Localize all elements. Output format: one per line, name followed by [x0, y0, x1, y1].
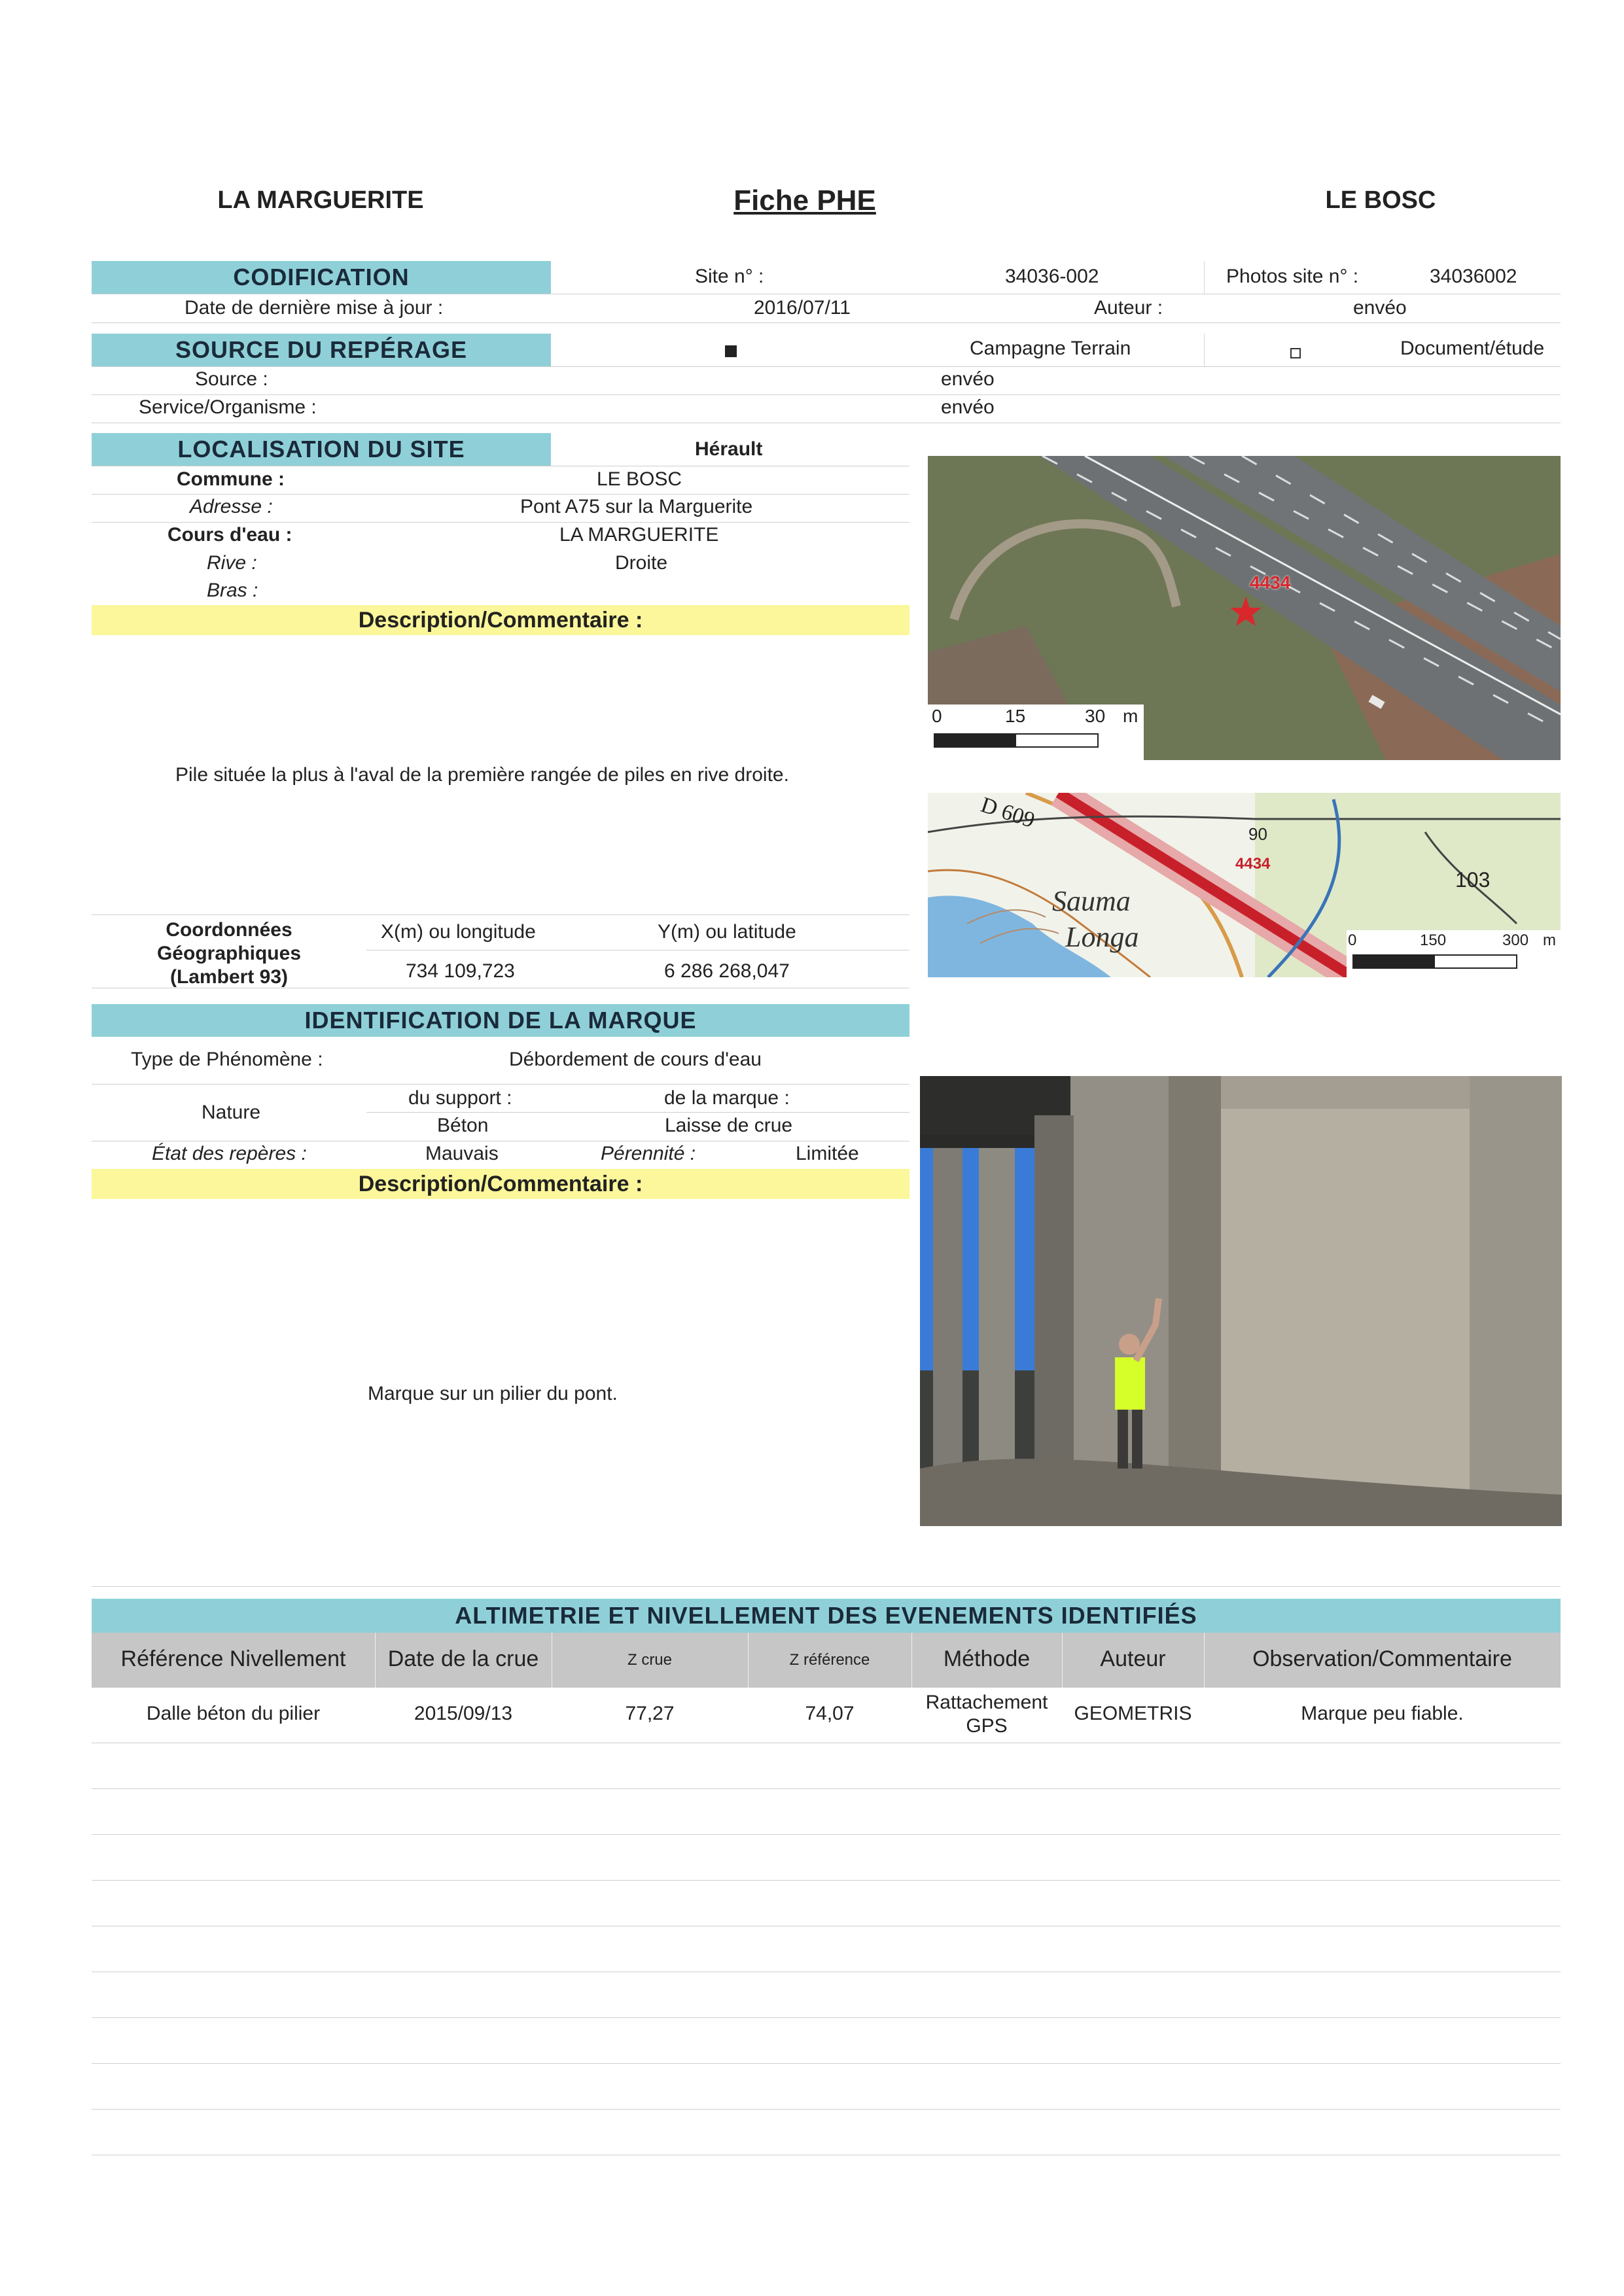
etat-reperes-value: Mauvais: [425, 1143, 499, 1164]
photos-site-value: 34036002: [1430, 266, 1517, 287]
adresse-value: Pont A75 sur la Marguerite: [520, 496, 753, 517]
update-date-label: Date de dernière mise à jour :: [185, 297, 444, 319]
identification-band: IDENTIFICATION DE LA MARQUE: [92, 1004, 909, 1037]
source-band: SOURCE DU REPÉRAGE: [92, 334, 551, 366]
aerial-scale-15: 15: [1005, 706, 1026, 726]
localisation-band: LOCALISATION DU SITE: [92, 433, 551, 466]
support-value: Béton: [437, 1115, 489, 1136]
header-river: LA MARGUERITE: [217, 186, 424, 214]
altimetrie-band: ALTIMETRIE ET NIVELLEMENT DES EVENEMENTS IDENTIFIÉS: [92, 1599, 1561, 1633]
phenomene-type-label: Type de Phénomène :: [131, 1049, 323, 1070]
mark-site-photo: [920, 1076, 1562, 1526]
author-label: Auteur :: [1094, 297, 1163, 319]
service-value: envéo: [941, 396, 995, 418]
topo-place-longa: Longa: [1065, 921, 1139, 953]
row-date-crue: 2015/09/13: [414, 1703, 513, 1724]
adresse-label: Adresse :: [190, 496, 273, 517]
codification-band: CODIFICATION: [92, 261, 551, 294]
document-etude-label: Document/étude: [1400, 338, 1545, 359]
aerial-scale-0: 0: [932, 706, 942, 726]
col-z-crue: Z crue: [627, 1651, 672, 1669]
site-number-label: Site n° :: [695, 266, 764, 287]
col-date-crue: Date de la crue: [387, 1646, 539, 1671]
site-number-value: 34036-002: [1005, 266, 1099, 287]
page-title: Fiche PHE: [733, 184, 876, 217]
topo-scale-150: 150: [1420, 931, 1447, 949]
topo-scale-0: 0: [1348, 931, 1357, 949]
topo-number-label: 90: [1248, 824, 1267, 844]
cours-eau-label: Cours d'eau :: [168, 524, 292, 546]
topographic-map: [928, 793, 1561, 977]
row-reference-nivellement: Dalle béton du pilier: [146, 1703, 321, 1724]
identification-description-text: Marque sur un pilier du pont.: [368, 1383, 618, 1404]
source-label: Source :: [195, 368, 268, 390]
row-observation: Marque peu fiable.: [1301, 1703, 1464, 1724]
identification-description-band: Description/Commentaire :: [92, 1169, 909, 1199]
aerial-marker-label: 4434: [1250, 572, 1291, 593]
service-label: Service/Organisme :: [139, 396, 317, 418]
col-observation: Observation/Commentaire: [1252, 1646, 1512, 1671]
support-label: du support :: [408, 1087, 512, 1109]
document-etude-checkbox[interactable]: [1290, 348, 1301, 358]
topo-marker-label: 4434: [1235, 855, 1271, 873]
y-coordinate-label: Y(m) ou latitude: [658, 921, 796, 943]
col-methode: Méthode: [943, 1646, 1031, 1671]
nature-label: Nature: [202, 1102, 261, 1123]
commune-label: Commune :: [177, 468, 285, 490]
col-auteur: Auteur: [1100, 1646, 1166, 1671]
aerial-scale-unit: m: [1123, 706, 1139, 726]
source-value: envéo: [941, 368, 995, 390]
aerial-photo: [928, 456, 1561, 760]
header-commune: LE BOSC: [1325, 186, 1436, 214]
x-coordinate-label: X(m) ou longitude: [381, 921, 536, 943]
phenomene-type-value: Débordement de cours d'eau: [509, 1049, 762, 1070]
col-z-reference: Z référence: [789, 1651, 870, 1669]
row-z-crue: 77,27: [625, 1703, 675, 1724]
photos-site-label: Photos site n° :: [1226, 266, 1359, 287]
aerial-scale-30: 30: [1085, 706, 1106, 726]
rive-label: Rive :: [207, 552, 257, 574]
row-auteur: GEOMETRIS: [1074, 1703, 1192, 1724]
etat-reperes-label: État des repères :: [152, 1143, 307, 1164]
author-value: envéo: [1353, 297, 1407, 319]
perennite-label: Pérennité :: [601, 1143, 696, 1164]
commune-value: LE BOSC: [597, 468, 682, 490]
y-coordinate-value: 6 286 268,047: [664, 960, 790, 982]
bras-label: Bras :: [207, 580, 258, 601]
perennite-value: Limitée: [796, 1143, 859, 1164]
marque-label: de la marque :: [664, 1087, 790, 1109]
x-coordinate-value: 734 109,723: [406, 960, 515, 982]
departement: Hérault: [695, 438, 763, 460]
campagne-terrain-label: Campagne Terrain: [970, 338, 1131, 359]
localisation-description-band: Description/Commentaire :: [92, 605, 909, 635]
topo-altitude: 103: [1455, 868, 1491, 892]
col-reference-nivellement: Référence Nivellement: [120, 1646, 346, 1671]
marque-value: Laisse de crue: [665, 1115, 793, 1136]
topo-place-sauma: Sauma: [1052, 885, 1131, 917]
rive-value: Droite: [615, 552, 668, 574]
cours-eau-value: LA MARGUERITE: [559, 524, 719, 546]
localisation-description-text: Pile située la plus à l'aval de la première rangée de piles en rive droite.: [175, 764, 789, 786]
campagne-terrain-checkbox[interactable]: [725, 345, 737, 357]
update-date-value: 2016/07/11: [754, 297, 851, 319]
row-methode: Rattachement GPS: [925, 1692, 1048, 1737]
row-z-reference: 74,07: [805, 1703, 855, 1724]
coordinates-label: Coordonnées Géographiques (Lambert 93): [156, 919, 302, 988]
topo-scale-unit: m: [1543, 931, 1556, 949]
topo-scale-300: 300: [1502, 931, 1529, 949]
topo-road-label: D 609: [978, 793, 1038, 833]
